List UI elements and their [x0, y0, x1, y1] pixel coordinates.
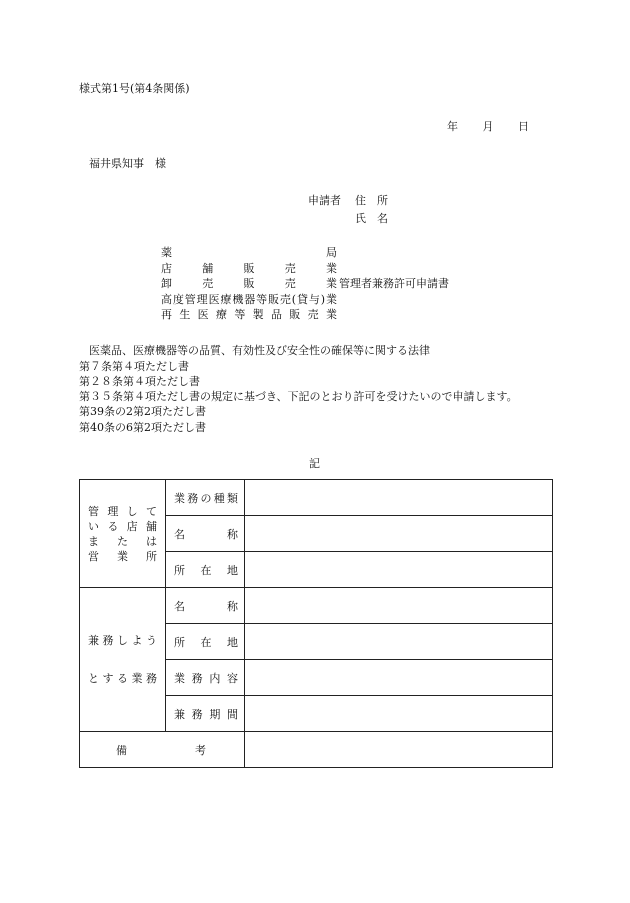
managed-store-label-line-char: ま [88, 534, 99, 548]
row-label-char: 名 [174, 527, 185, 541]
business-type-char: 療 [220, 292, 232, 306]
concurrent-business-label-line-char: 務 [146, 672, 157, 685]
concurrent-business-label-line [88, 633, 157, 648]
row-label [166, 526, 244, 542]
date-day-label: 日 [518, 120, 529, 133]
business-type-char: 販 [243, 277, 255, 291]
row-label-char: 地 [227, 635, 238, 649]
article-line: 第７条第４項ただし書 [79, 360, 189, 373]
concurrent-business-label-line-char: す [102, 672, 114, 685]
application-table [79, 479, 553, 768]
managed-store-label-line-char: る [107, 519, 119, 533]
managed-store-label-line-char: 管 [88, 504, 99, 518]
concurrent-business-label-line-char: よ [131, 634, 143, 647]
remarks-value-cell[interactable] [245, 732, 553, 768]
business-type-char: 製 [252, 308, 264, 322]
row-label [166, 670, 244, 686]
row-label-char: 内 [209, 671, 221, 685]
value-cell[interactable] [245, 588, 553, 624]
managed-store-label-line [88, 534, 157, 549]
business-type-char: 売 [307, 308, 319, 322]
business-type-char: 薬 [161, 246, 172, 259]
notice-heading: 記 [309, 457, 320, 470]
row-label-cell [166, 588, 245, 624]
row-label-cell [166, 552, 245, 588]
business-type-char: 等 [234, 308, 246, 322]
managed-store-label-line-char: は [146, 534, 157, 548]
managed-store-group-cell [80, 480, 166, 588]
remarks-char: 考 [195, 743, 206, 757]
concurrent-business-label-line-char: 業 [131, 672, 143, 685]
row-label-char: 称 [227, 527, 238, 541]
business-type-char: 機 [232, 292, 244, 306]
business-type-item [161, 276, 337, 292]
applicant-label: 申請者 [308, 194, 341, 207]
row-label [166, 490, 244, 506]
row-label-char: 名 [174, 599, 185, 613]
business-type-char: 等 [256, 292, 268, 306]
business-type-char: 療 [215, 308, 227, 322]
concurrent-business-label-line-char: 兼 [88, 634, 99, 647]
business-type-char: 医 [197, 308, 209, 322]
business-type-char: 卸 [161, 277, 172, 291]
business-type-char: 売 [279, 292, 291, 306]
row-label-char: 期 [209, 707, 221, 721]
remarks-label [80, 742, 244, 758]
row-label-char: 兼 [174, 707, 185, 721]
row-label-cell [166, 624, 245, 660]
law-name: 医薬品、医療機器等の品質、有効性及び安全性の確保等に関する法律 [89, 344, 430, 357]
managed-store-label-line-char: 舗 [145, 519, 157, 533]
value-cell[interactable] [245, 624, 553, 660]
application-title-suffix: 管理者兼務許可申請書 [339, 277, 449, 290]
row-label-char: 務 [191, 671, 203, 685]
business-type-char: ) [320, 292, 326, 306]
row-label-char: 務 [191, 707, 203, 721]
business-type-item [161, 292, 337, 308]
table-row [80, 732, 553, 768]
row-label-char: 所 [174, 635, 185, 649]
business-type-char: 医 [208, 292, 220, 306]
concurrent-business-label-line-char: る [117, 672, 128, 685]
row-label-char: 類 [227, 491, 238, 505]
managed-store-label-line-char: 理 [107, 504, 119, 518]
business-type-char: 管 [184, 292, 196, 306]
row-label-char: 在 [200, 635, 212, 649]
business-type-char: 品 [270, 308, 282, 322]
remarks-label-cell [80, 732, 245, 768]
managed-store-label-line-char: た [117, 534, 128, 548]
row-label-char: 業 [174, 491, 185, 505]
concurrent-business-label-line-char: と [88, 672, 99, 685]
business-type-char: 理 [196, 292, 208, 306]
row-label-char: 業 [174, 671, 185, 685]
business-type-char: 売 [284, 261, 296, 275]
business-type-char: 売 [202, 277, 214, 291]
managed-store-label-line [88, 549, 157, 564]
concurrent-business-label-line-char: う [146, 634, 157, 647]
business-type-char: 業 [325, 308, 337, 322]
business-type-char: 業 [325, 292, 337, 306]
business-type-char: 店 [161, 261, 172, 275]
article-line: 第２８条第４項ただし書 [79, 375, 200, 388]
business-type-char: 販 [289, 308, 301, 322]
business-type-item [161, 261, 337, 277]
value-cell[interactable] [245, 696, 553, 732]
addressee: 福井県知事 様 [89, 157, 166, 170]
concurrent-business-group-cell [80, 588, 166, 732]
row-label-cell [166, 516, 245, 552]
business-type-char: 販 [268, 292, 280, 306]
managed-store-label-line-char: 業 [117, 549, 128, 563]
table-row [80, 588, 553, 624]
concurrent-business-label-line [88, 671, 157, 686]
applicant-address-label: 住 所 [355, 194, 388, 207]
managed-store-label-line [88, 504, 157, 519]
row-label-char: 務 [187, 491, 199, 505]
business-type-char: 販 [243, 261, 255, 275]
business-type-char: 与 [308, 292, 320, 306]
business-type-list [161, 245, 337, 323]
managed-store-label-line-char: し [126, 504, 138, 518]
business-type-item [161, 307, 337, 323]
row-label-char: 間 [226, 707, 238, 721]
row-label-char: 在 [200, 563, 212, 577]
business-type-item [161, 245, 337, 261]
row-label-char: の [200, 491, 212, 505]
concurrent-business-label-line-char: し [117, 634, 128, 647]
managed-store-label-line [88, 519, 157, 534]
article-line: 第３５条第４項ただし書の規定に基づき、下記のとおり許可を受けたいので申請します。 [79, 390, 518, 403]
date-year-label: 年 [447, 120, 458, 133]
row-label-cell [166, 696, 245, 732]
date-month-label: 月 [482, 120, 494, 133]
business-type-char: 業 [326, 277, 337, 291]
row-label-cell [166, 480, 245, 516]
managed-store-label-line-char: 店 [126, 519, 138, 533]
business-type-char: 局 [326, 246, 337, 259]
row-label-char: 種 [213, 491, 225, 505]
business-type-char: 貸 [296, 292, 308, 306]
table-row [80, 480, 553, 516]
business-type-char: 売 [284, 277, 296, 291]
value-cell[interactable] [245, 516, 553, 552]
row-label [166, 562, 244, 578]
business-type-char: 生 [179, 308, 191, 322]
row-label-cell [166, 660, 245, 696]
business-type-char: 高 [161, 292, 172, 306]
managed-store-label-line-char: 営 [88, 549, 99, 563]
row-label [166, 634, 244, 650]
business-type-char: 再 [161, 308, 172, 322]
row-label-char: 所 [174, 563, 185, 577]
article-line: 第39条の2第2項ただし書 [79, 405, 206, 418]
value-cell[interactable] [245, 480, 553, 516]
applicant-name-label: 氏 名 [355, 212, 388, 225]
value-cell[interactable] [245, 660, 553, 696]
row-label-char: 称 [227, 599, 238, 613]
managed-store-label-line-char: い [88, 519, 99, 533]
row-label [166, 706, 244, 722]
remarks-char: 備 [116, 743, 127, 757]
business-type-char: 業 [326, 261, 337, 275]
row-label-char: 地 [227, 563, 238, 577]
row-label-char: 容 [226, 671, 238, 685]
form-number: 様式第1号(第4条関係) [79, 82, 190, 95]
article-line: 第40条の6第2項ただし書 [79, 421, 206, 434]
value-cell[interactable] [245, 552, 553, 588]
date-line [447, 119, 529, 134]
business-type-char: 舗 [202, 261, 214, 275]
managed-store-label-line-char: て [145, 504, 157, 518]
row-label [166, 598, 244, 614]
concurrent-business-label-line-char: 務 [102, 634, 114, 647]
business-type-char: ( [291, 292, 297, 306]
business-type-char: 度 [172, 292, 184, 306]
managed-store-label-line-char: 所 [146, 549, 157, 563]
business-type-char: 器 [244, 292, 256, 306]
